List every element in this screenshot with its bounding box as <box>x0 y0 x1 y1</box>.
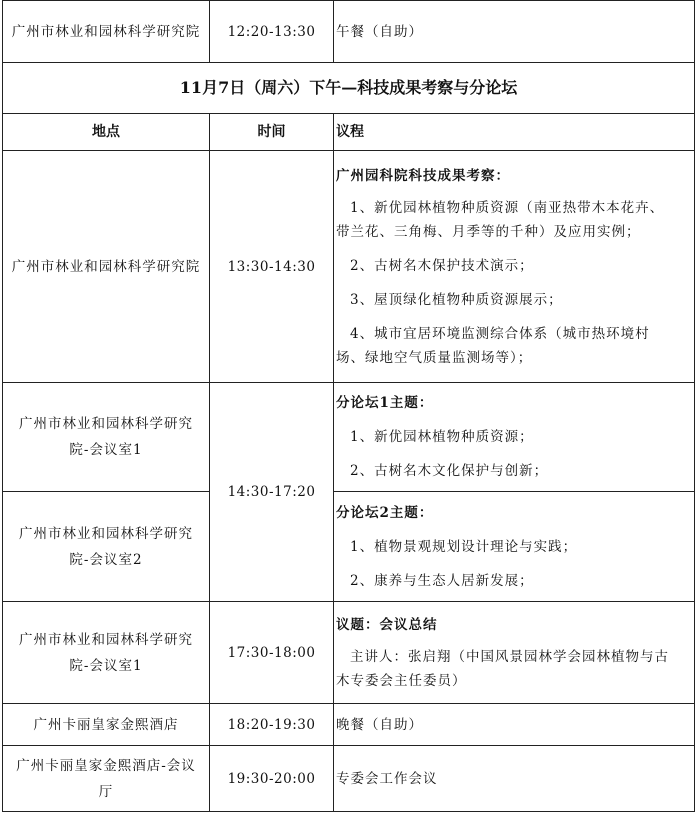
agenda-item: 1、新优园林植物种质资源（南亚热带木本花卉、 <box>350 199 665 216</box>
session-title-row <box>3 63 695 114</box>
table-row <box>3 746 695 812</box>
location-cell: 广州市林业和园林科学研究院-会议室1 <box>3 383 210 492</box>
agenda-item: 3、屋顶绿化植物种质资源展示； <box>350 291 563 308</box>
location-cell: 广州市林业和园林科学研究院-会议室1 <box>3 602 210 704</box>
table-row <box>3 383 695 492</box>
table-row <box>3 151 695 383</box>
agenda-item: 场、绿地空气质量监测场等）； <box>336 349 533 366</box>
agenda-item: 木专委会主任委员） <box>336 672 467 689</box>
agenda-title: 分论坛1主题： <box>336 395 434 411</box>
table-row <box>3 492 695 602</box>
time-cell: 19:30-20:00 <box>210 746 334 812</box>
time-cell: 13:30-14:30 <box>210 151 334 383</box>
agenda-item: 2、古树名木保护技术演示； <box>350 257 534 274</box>
agenda-title: 议题：会议总结 <box>336 616 438 633</box>
table-row <box>3 602 695 704</box>
location-cell: 广州卡丽皇家金熙酒店 <box>3 704 210 746</box>
schedule-table <box>2 0 695 812</box>
agenda-cell: 午餐（自助） <box>334 1 695 63</box>
header-location: 地点 <box>3 114 210 151</box>
location-cell: 广州市林业和园林科学研究院 <box>3 151 210 383</box>
agenda-item: 带兰花、三角梅、月季等的千种）及应用实例； <box>336 223 641 240</box>
location-cell: 广州市林业和园林科学研究院-会议室2 <box>3 492 210 602</box>
header-agenda: 议程 <box>334 114 695 151</box>
agenda-cell: 晚餐（自助） <box>334 704 695 746</box>
agenda-cell <box>334 602 695 704</box>
agenda-item: 1、植物景观规划设计理论与实践； <box>350 538 578 555</box>
agenda-item: 2、康养与生态人居新发展； <box>350 572 534 589</box>
agenda-title: 广州园科院科技成果考察： <box>336 167 510 184</box>
time-cell: 12:20-13:30 <box>210 1 334 63</box>
time-cell: 18:20-19:30 <box>210 704 334 746</box>
time-cell: 17:30-18:00 <box>210 602 334 704</box>
agenda-item: 主讲人：张启翔（中国风景园林学会园林植物与古 <box>350 648 669 665</box>
agenda-cell <box>334 151 695 383</box>
agenda-cell <box>334 492 695 602</box>
table-row <box>3 704 695 746</box>
time-cell: 14:30-17:20 <box>210 383 334 602</box>
agenda-cell: 专委会工作会议 <box>334 746 695 812</box>
location-cell: 广州市林业和园林科学研究院 <box>3 1 210 63</box>
agenda-item: 1、新优园林植物种质资源； <box>350 429 534 445</box>
agenda-title: 分论坛2主题： <box>336 504 434 521</box>
agenda-item: 2、古树名木文化保护与创新； <box>350 463 549 479</box>
session-title: 11月7日（周六）下午—科技成果考察与分论坛 <box>3 63 695 114</box>
table-row <box>3 1 695 63</box>
location-cell: 广州卡丽皇家金熙酒店-会议厅 <box>3 746 210 812</box>
header-time: 时间 <box>210 114 334 151</box>
header-row <box>3 114 695 151</box>
agenda-cell <box>334 383 695 492</box>
agenda-item: 4、城市宜居环境监测综合体系（城市热环境村 <box>350 325 650 342</box>
